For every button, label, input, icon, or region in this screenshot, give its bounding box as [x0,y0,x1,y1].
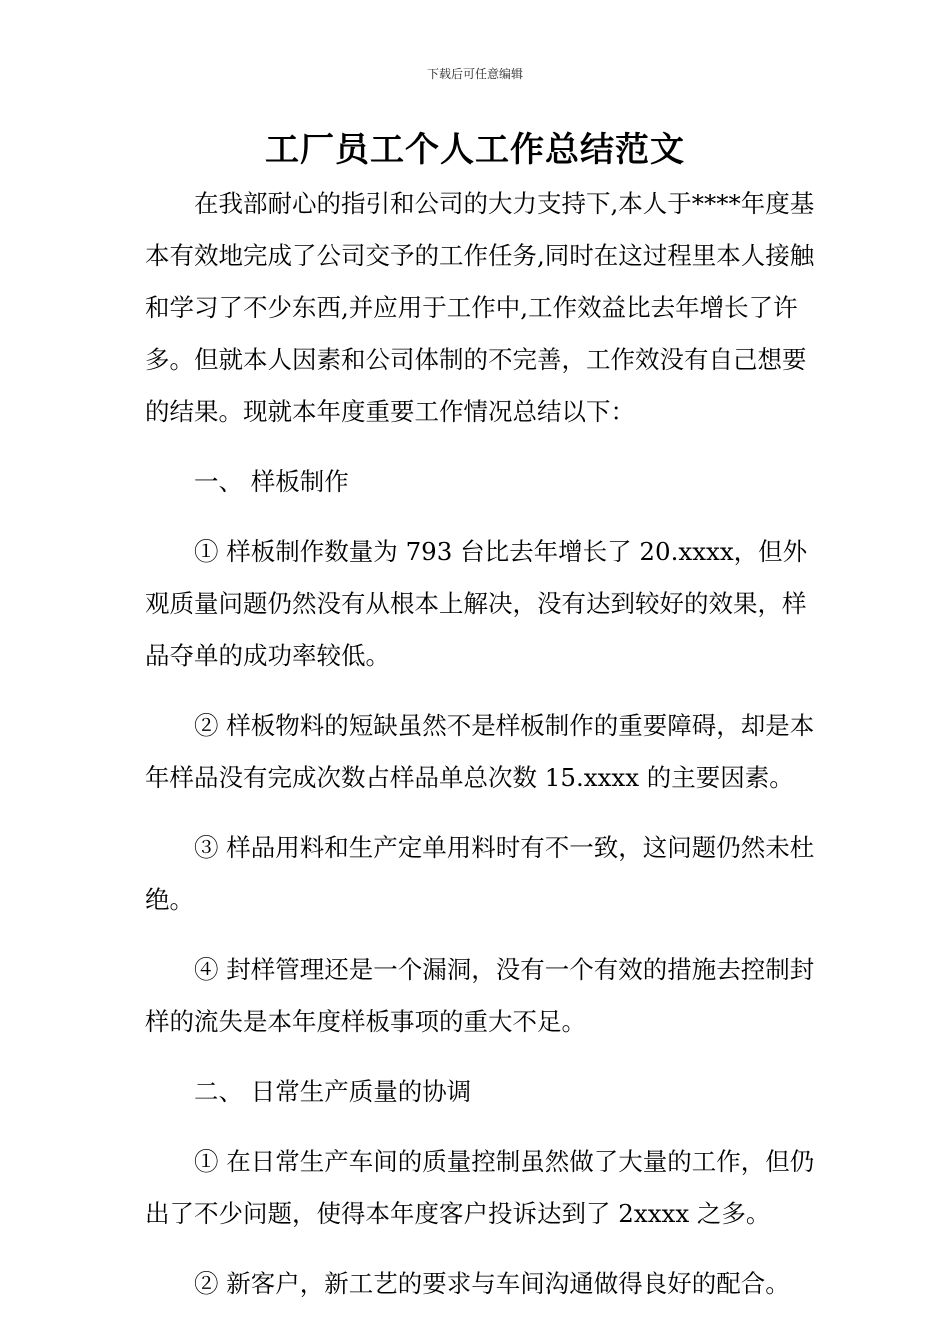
section-heading-1: 一、 样板制作 [194,467,349,496]
list-item-1-4: ④ 封样管理还是一个漏洞，没有一个有效的措施去控制封样的流失是本年度样板事项的重大不足。 [145,955,815,1036]
list-item-2-2: ② 新客户，新工艺的要求与车间沟通做得良好的配合。 [194,1269,790,1298]
document-title: 工厂员工个人工作总结范文 [265,130,685,170]
intro-paragraph: 在我部耐心的指引和公司的大力支持下,本人于****年度基本有效地完成了公司交予的工作任务,同时在这过程里本人接触和学习了不少东西,并应用于工作中,工作效益比去年增长了许多。但就本人因素和公司体制的不完善，工作效没有自己想要的结果。现就本年度重要工作情况总结以下： [145,189,815,426]
section-heading-2: 二、 日常生产质量的协调 [194,1077,472,1106]
header-note: 下载后可任意编辑 [426,67,523,81]
list-item-1-2: ② 样板物料的短缺虽然不是样板制作的重要障碍，却是本年样品没有完成次数占样品单总次数 15.xxxx 的主要因素。 [145,711,815,792]
list-item-2-1: ① 在日常生产车间的质量控制虽然做了大量的工作，但仍出了不少问题，使得本年度客户投诉达到了 2xxxx 之多。 [145,1147,815,1228]
document-body [145,178,817,1310]
list-item-1-1: ① 样板制作数量为 793 台比去年增长了 20.xxxx，但外观质量问题仍然没有从根本上解决，没有达到较好的效果，样品夺单的成功率较低。 [145,537,808,670]
list-item-1-3: ③ 样品用料和生产定单用料时有不一致，这问题仍然未杜绝。 [145,833,815,914]
